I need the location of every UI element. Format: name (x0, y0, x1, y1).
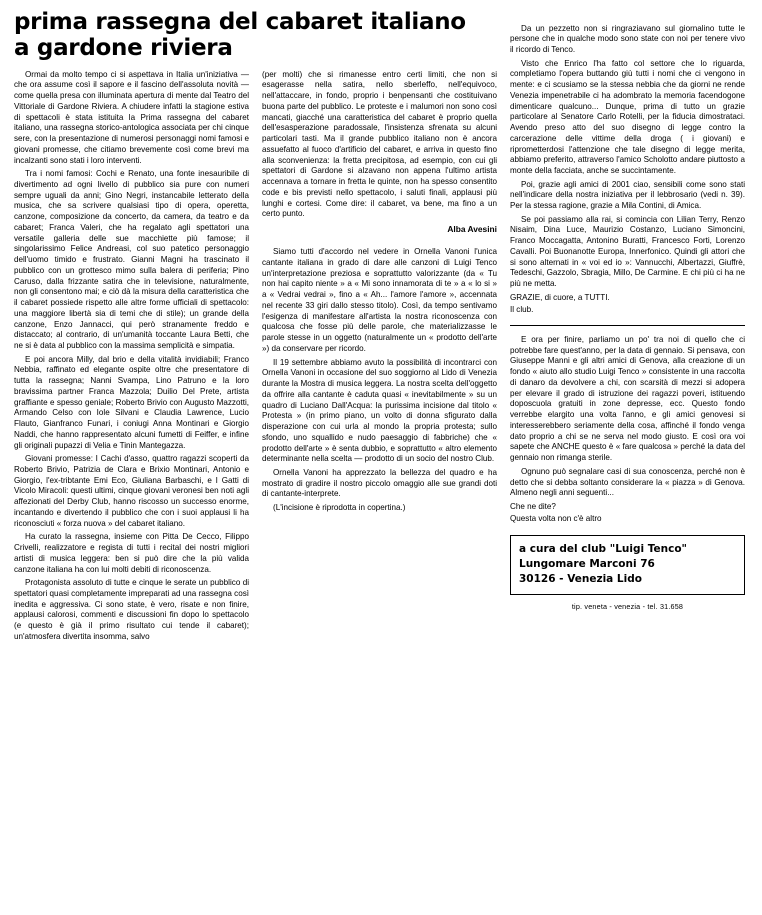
paragraph: Protagonista assoluto di tutte e cinque le serate un pubblico di spettatori quasi completamente impreparati ad una rassegna così inedita e aggressiva. Ci sono state, è vero, risate e non finire, applausi calorosi, commenti e discussioni fin dopo lo spettacolo (e questo è già il primo risultato cui tende il cabaret); un'atmosfera divertita insomma, salvo (14, 578, 249, 641)
article-signature: Alba Avesini (447, 224, 497, 234)
paragraph: Da un pezzetto non si ringraziavano sul giornalino tutte le persone che in qualche modo sono state con noi per tenere vivo il ricordo di Tenco. (510, 23, 745, 54)
paragraph: Ornella Vanoni ha apprezzato la bellezza del quadro e ha mostrato di gradire il nostro piccolo omaggio alle sue grandi doti di cantante-interprete. (262, 467, 497, 499)
page-title-line-1: prima rassegna del cabaret italiano (14, 9, 466, 35)
paragraph: Ha curato la rassegna, insieme con Pitta De Cecco, Filippo Crivelli, realizzatore e regista di tutti i recital dei nostri migliori artisti di musica leggera: ben si può dire che la più valida canzone italiana ha con lui molti debiti di riconoscenza. (14, 532, 249, 574)
credit-address: Lungomare Marconi 76 (519, 558, 655, 571)
column-one (14, 70, 249, 646)
paragraph: Ormai da molto tempo ci si aspettava in Italia un'iniziativa — che ora assume così il sapore e il fascino dell'assoluta novità — come quella presa con illuminata apertura di mente dal Teatro del Vittoriale di Gardone Riviera. A chiudere infatti la stagione estiva di spettacoli è stata istituita la Prima rassegna del cabaret italiano, una rassegna storico-antologica associata per chi cinque sere, con la presentazione di numerosi personaggi nomi famosi e giovani promesse, che citiamo brevemente così come brevi ma incalzanti sono stati i loro interventi. (14, 69, 249, 165)
page-title (14, 10, 494, 62)
credit-club: a cura del club "Luigi Tenco" (519, 542, 687, 555)
column-three (510, 23, 745, 612)
paragraph: Ognuno può segnalare casi di sua conoscenza, perché non è detto che si debba soltanto considerare la « piazza » di Genova. Almeno negli anni seguenti... (510, 466, 745, 498)
paragraph: (per molti) che si rimanesse entro certi limiti, che non si esagerasse nella satira, nello sberleffo, nell'equivoco, nell'attaccare, in fondo, proprio i benpensanti che costituivano buona parte del pubblico. Le proteste e i malumori non sono così mancati, giacché una caratteristica del cabaret è proprio quella dell'esasperazione paradossale, l'insistenza sfrenata su alcuni particolari tasti. Ma il grande pubblico italiano non è ancora assuefatto al fuoco d'artificio del cabaret, e arriva in questo fino alla sconvenienza: la fretta precipitosa, ad esempio, con cui gli spettatori di Gardone si alzavano non appena l'ultimo artista accennava a tornare in fretta le quinte, non ha spesso consentito code e bis previsti nello spettacolo, i saluti finali, applausi più lunghi e cortesi. Come dire: il cabaret, va bene, ma fino a un certo punto. (262, 69, 497, 219)
column-two (262, 70, 497, 517)
page-title-line-2: a gardone riviera (14, 34, 233, 61)
paragraph: Siamo tutti d'accordo nel vedere in Ornella Vanoni l'unica cantante italiana in grado di dare alle canzoni di Luigi Tenco un'interpretazione preziosa e soprattutto valorizzante (da « Tu non hai capito niente » a « Mi sono innamorata di te » a « lo si » a « Vedrai vedrai », fino a « Ah... l'amore l'amore », accennata nel recente 33 giri dallo stesso titolo). Così, da tempo sentivamo l'esigenza di manifestare all'artista la nostra riconoscenza con qualcosa che fosse più delle parole, che materializzasse le parole stesse in un oggetto (naturalmente un « prodotto dell'arte ») da conservare per ricordo. (262, 247, 497, 353)
section-divider (510, 325, 745, 326)
paragraph: E poi ancora Milly, dal brio e della vitalità invidiabili; Franco Nebbia, raffinato ed elegante ospite oltre che presentatore di tutta la rassegna; Nanni Svampa, Lino Patruno e la loro bravissima partner Franca Mazzola; Duilio Del Prete, artista graffiante e spesso geniale; Roberto Brivio con Augusto Mazzotti, Armando Celso con Iole Silvani e Claudia Lawrence, Lucio Flauto, Gianfranco Funari, i coniugi Anna Montinari e Giorgio Naddi, che hanno rappresentato alcuni fumetti di Feiffer, e infine gli originali pupazzi di Velia e Tinin Mantegazza. (14, 354, 249, 450)
paragraph: Il 19 settembre abbiamo avuto la possibilità di incontrarci con Ornella Vanoni in occasione del suo soggiorno al Lido di Venezia durante la Mostra di musica leggera. La nostra scelta dell'oggetto da offrire alla cantante è caduta quasi « inevitabilmente » su un quadro di Luciano Dall'Acqua: la purissima incisione dal titolo « Protesta » (in primo piano, un volto di donna sfigurato dalla disperazione con cui urla al mondo la propria protesta; sullo sfondo, uno squallido e nudo paesaggio di fabbriche) che « prodotto dell'arte » è senta dubbio, e soprattutto « altro elemento determinante nella scelta — prodotto di un socio del nostro Club. (262, 357, 497, 464)
paragraph: (L'incisione è riprodotta in copertina.) (273, 502, 406, 512)
club-signature: Il club. (510, 305, 534, 315)
credit-city: 30126 - Venezia Lido (519, 573, 642, 586)
paragraph: Visto che Enrico l'ha fatto col settore che lo riguarda, completiamo l'opera buttando giù tutti i nomi che ci vengono in mente: e ci scusiamo se la stessa nebbia che da giorni ne rende Venezia impenetrabile ci ha adombrato la memoria facendogone dimenticare qualcuno... Dunque, prima di tutto un grazie particolare al Senatore Carlo Rotelli, per la fiducia dimostrataci. Avendo preso atto del suo disegno di legge contro la carcerazione delle vittime della droga ( i giovani) e riprometterdosi l'attenzione che tale disegno di legge merita, abbiamo preferito, attraverso l'amico Scholotto andare piuttosto a monte della facciata, anche se succintamente. (510, 58, 745, 176)
paragraph: Se poi passiamo alla rai, si comincia con Lilian Terry, Renzo Nisaim, Dina Luce, Maurizio Costanzo, Luciano Simoncini, Franco Moccagatta, Antonino Buratti, Francesco Forti, Lorenzo Cavalli. Poi Buonanotte Europa, Innerfonico. Quindi gli attori che si sono alternati in « voi ed io »: Vannucchi, Albertazzi, Giuffrè, Tedeschi, Gazzolo, Sbragia, Millo, De Carmine. E chi più ci ha ne più ne metta. (510, 214, 745, 289)
credit-box (510, 535, 745, 595)
paragraph: Poi, grazie agli amici di 2001 ciao, sensibili come sono stati nell'indicare della nostra iniziativa per il lebbrosario (vedi n. 39). Per la stessa ragione, grazie a Mila Contini, di Amica. (510, 179, 745, 211)
printer-imprint: tip. veneta - venezia - tel. 31.658 (571, 601, 684, 611)
paragraph: Tra i nomi famosi: Cochi e Renato, una fonte inesauribile di divertimento ad ogni livello di pubblico sia pure con numeri sempre uguali da anni; Gino Negri, instancabile letterato della musica, che sa scrivere qualsiasi tipo di opera, operetta, canzone, composizione da concerto, da camera, da teatro e da cabaret; Franca Valeri, che ha regalato agli spettatori una versatile galleria delle sue macchiette più famose; il singolarissimo Felice Andreasi, col suo patetico personaggio dell'uomo timido e frustrato. Gianni Magni ha trascinato il pubblico con un grottesco mimo sulla balera di periferia; Pino Caruso, dalla frizzante satira che in televisione, naturalmente, non gli consentono mai; e ciò dà la misura della caratteristica che il cabaret possiede rispetto alle altre forme ufficiali di spettacolo: una maggiore libertà sia di temi che di stile); un grande della canzone, Enzo Jannacci, qui però stranamente freddo e distaccato; al contrario, di un'umanità toccante Laura Betti, che ne si è data al pubblico con la massima semplicità e simpatia. (14, 169, 249, 351)
paragraph: Questa volta non c'è altro (510, 514, 602, 524)
paragraph: E ora per finire, parliamo un po' tra noi di quello che ci potrebbe fare quest'anno, per la data di gennaio. Si pensava, con Giuseppe Manni e gli altri amici di Genova, alla creazione di un fondo « aiuto allo studio Luigi Tenco » consistente in una raccolta di danaro da devolvere a chi, con scarsità di mezzi si adopera per elevare il grado di istruzione dei ragazzi poveri, istituendo doposcuola gratuiti in zone depresse, ecc. Questo fondo verrebbe elargito una volta l'anno, e gli amici genovesi si interesserebbero seriamente della cosa, affinché il fondo venga dato proprio a chi se ne serva nel modo giusto. E così ora voi sapete che ANCHE questo è « fare qualcosa » perché la data del gennaio non rimanga sterile. (510, 334, 745, 463)
paragraph: Che ne dite? (510, 501, 556, 511)
paragraph: Giovani promesse: I Cachi d'asso, quattro ragazzi scoperti da Roberto Brivio, Patrizia de Clara e Brixio Montinari, Antonio e Giorgio, l'ex-tribtante Emi Eco, Giuliana Barbaschi, e I Gatti di Vicolo Miracoli: questi ultimi, cinque giovani veronesi ben noti agli affezionati del Derby Club, hanno riscosso un successo enorme, incantando e divertendo il pubblico che con i suoi applausi li ha riconosciuti « forza nuova » del cabaret italiano. (14, 454, 249, 528)
thanks-line: GRAZIE, di cuore, a TUTTI. (510, 292, 610, 302)
column-three-top-block (510, 24, 745, 316)
